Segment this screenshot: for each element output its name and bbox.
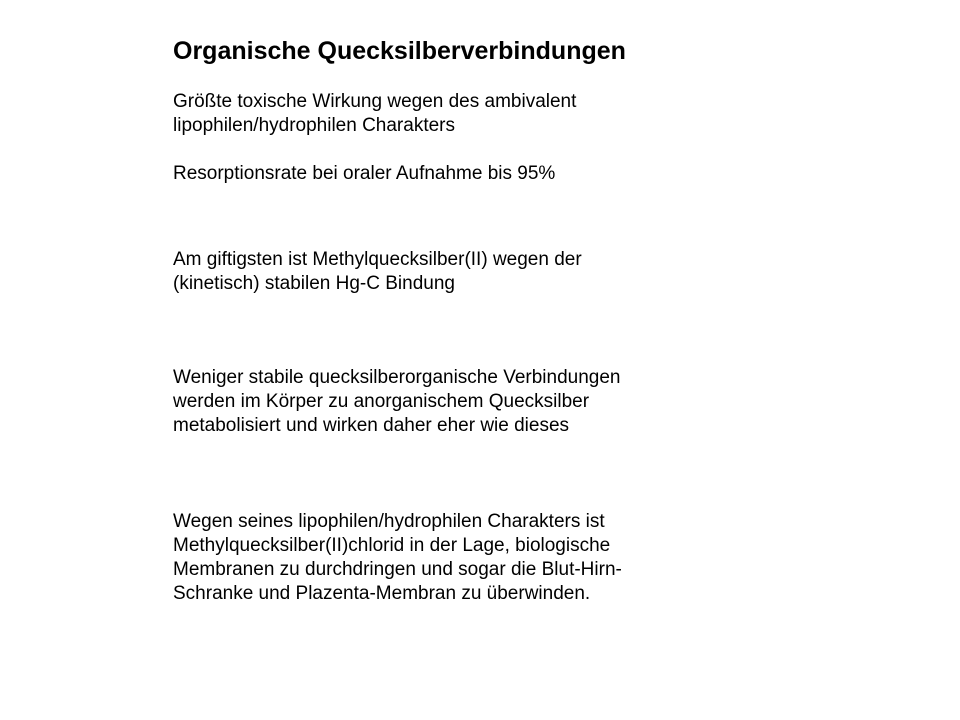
paragraph-line: Weniger stabile quecksilberorganische Verbindungen [173,367,621,388]
paragraph-line: metabolisiert und wirken daher eher wie dieses [173,415,570,436]
paragraph-line: Größte toxische Wirkung wegen des ambivalent [173,91,577,112]
paragraph-line: werden im Körper zu anorganischem Quecksilber [173,391,590,412]
paragraph-less-stable-compounds [173,366,621,438]
paragraph-line: Wegen seines lipophilen/hydrophilen Charakters ist [173,511,605,532]
paragraph-resorption-rate [173,162,555,186]
paragraph-toxic-effect [173,90,576,138]
paragraph-line: (kinetisch) stabilen Hg-C Bindung [173,273,455,294]
paragraph-line: Schranke und Plazenta-Membran zu überwinden. [173,583,591,604]
paragraph-line: Resorptionsrate bei oraler Aufnahme bis 95% [173,163,556,184]
paragraph-line: Methylquecksilber(II)chlorid in der Lage, biologische [173,535,611,556]
paragraph-methylmercury [173,248,582,296]
paragraph-membrane-penetration [173,510,622,606]
paragraph-line: Am giftigsten ist Methylquecksilber(II) wegen der [173,249,582,270]
slide-title: Organische Quecksilberverbindungen [173,37,626,65]
paragraph-line: lipophilen/hydrophilen Charakters [173,115,456,136]
paragraph-line: Membranen zu durchdringen und sogar die Blut-Hirn- [173,559,622,580]
